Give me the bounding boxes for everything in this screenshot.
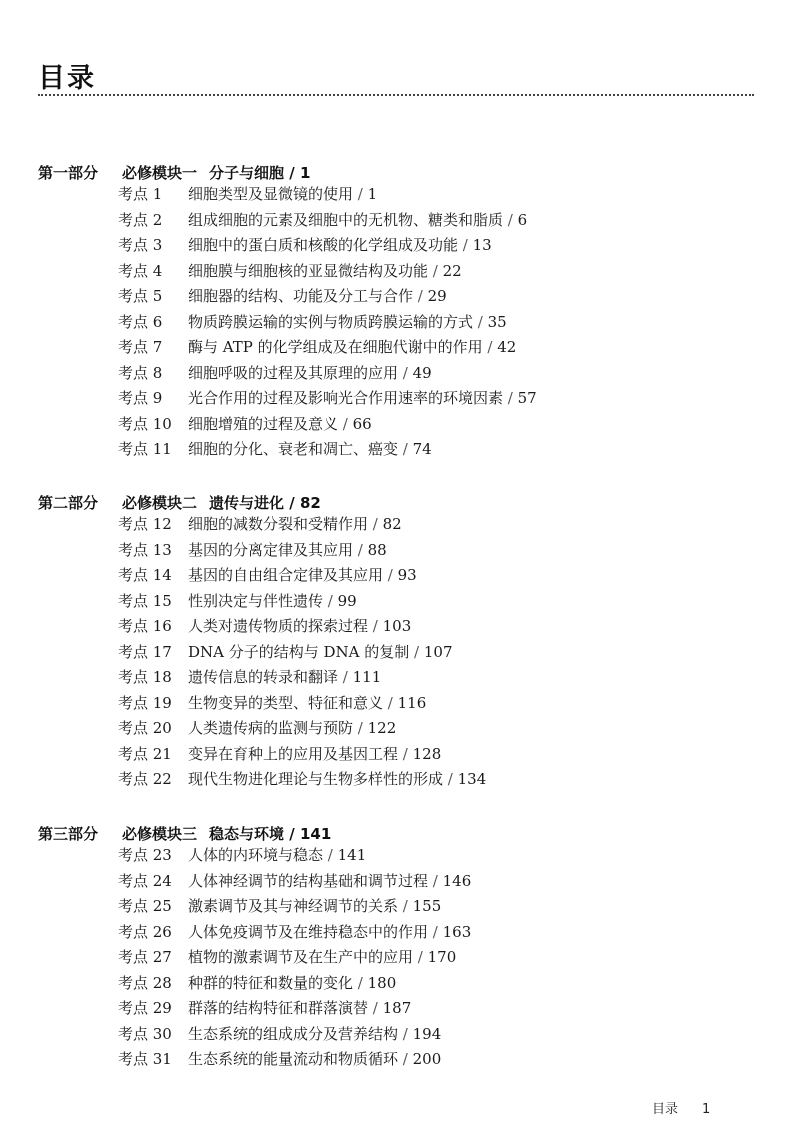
entry-code: 考点 15 [118,591,172,610]
entry-code: 考点 13 [118,540,172,559]
toc-entry[interactable] [118,718,396,738]
toc-entry[interactable] [118,642,453,662]
entry-page: 66 [352,414,372,433]
entry-title: 细胞类型及显微镜的使用 [188,185,354,203]
entry-title: 变异在育种上的应用及基因工程 [188,744,399,763]
toc-entry[interactable] [118,286,447,306]
entry-code: 考点 12 [118,515,172,533]
toc-entry[interactable] [118,235,492,255]
entry-page: 6 [517,210,528,229]
entry-title: 人体的内环境与稳态 [188,846,324,864]
entry-page: 49 [412,363,432,382]
entry-title: DNA 分子的结构与 DNA 的复制 [188,642,410,661]
part-separator: / [284,164,300,182]
entry-page: 146 [442,871,472,890]
entry-page: 163 [442,922,472,941]
entry-code: 考点 7 [118,338,163,356]
part-page: 141 [299,825,332,843]
entry-title: 生态系统的能量流动和物质循环 [188,1050,399,1068]
entry-page: 180 [367,973,397,992]
entry-code: 考点 17 [118,642,172,661]
entry-title: 人体神经调节的结构基础和调节过程 [188,871,429,890]
entry-code: 考点 10 [118,414,172,433]
entry-code: 考点 19 [118,693,172,712]
part-name: 稳态与环境 [209,825,285,843]
entry-separator: / [398,1050,413,1068]
entry-title: 细胞增殖的过程及意义 [188,414,339,433]
entry-title: 细胞呼吸的过程及其原理的应用 [188,363,399,382]
entry-separator: / [398,744,413,763]
part-page: 1 [299,164,311,182]
footer-page-number: 1 [702,1102,711,1117]
entry-page: 99 [337,591,357,610]
entry-title: 细胞的减数分裂和受精作用 [188,515,369,533]
entry-separator: / [353,540,368,559]
part-number: 第一部分 [38,164,99,182]
toc-entry[interactable] [118,540,387,560]
entry-page: 57 [517,389,537,407]
page-title: 目录 [38,63,96,94]
title-dotted-divider [38,94,754,96]
entry-code: 考点 22 [118,770,172,788]
entry-page: 155 [412,897,442,915]
entry-separator: / [338,668,353,686]
part-separator: / [284,494,300,512]
entry-separator: / [323,591,338,610]
entry-title: 细胞中的蛋白质和核酸的化学组成及功能 [188,236,459,254]
entry-code: 考点 1 [118,185,163,203]
entry-page: 107 [423,642,453,661]
entry-separator: / [353,973,368,992]
entry-page: 122 [367,719,397,737]
entry-separator: / [443,770,458,788]
entry-separator: / [428,261,443,280]
entry-separator: / [323,846,338,864]
entry-separator: / [353,185,368,203]
toc-entry[interactable] [118,871,471,891]
toc-entry[interactable] [118,363,432,383]
entry-separator: / [503,389,518,407]
entry-separator: / [458,236,473,254]
part-number: 第二部分 [38,494,99,512]
entry-page: 74 [412,440,432,458]
entry-code: 考点 27 [118,948,172,966]
entry-title: 细胞器的结构、功能及分工与合作 [188,287,414,305]
entry-separator: / [503,210,518,229]
entry-title: 生态系统的组成成分及营养结构 [188,1024,399,1043]
entry-separator: / [428,871,443,890]
toc-entry[interactable] [118,616,411,636]
toc-entry[interactable] [118,693,426,713]
entry-separator: / [482,338,498,356]
entry-code: 考点 23 [118,846,172,864]
entry-title: 人类对遗传物质的探索过程 [188,617,369,635]
entry-page: 187 [382,999,412,1017]
toc-entry[interactable] [118,210,527,230]
toc-entry[interactable] [118,947,456,967]
entry-page: 22 [442,261,462,280]
entry-title: 基因的分离定律及其应用 [188,540,354,559]
entry-title: 生物变异的类型、特征和意义 [188,693,384,712]
page-footer [652,1098,710,1117]
entry-code: 考点 6 [118,312,163,331]
entry-code: 考点 29 [118,999,172,1017]
entry-title: 细胞膜与细胞核的亚显微结构及功能 [188,261,429,280]
toc-entry[interactable] [118,439,432,459]
entry-title: 组成细胞的元素及细胞中的无机物、糖类和脂质 [188,210,504,229]
part-module: 必修模块二 [122,494,198,512]
toc-entry[interactable] [118,591,357,611]
part-separator: / [284,825,300,843]
entry-page: 93 [397,566,417,584]
entry-code: 考点 16 [118,617,172,635]
entry-title: 人体免疫调节及在维持稳态中的作用 [188,922,429,941]
entry-code: 考点 30 [118,1024,172,1043]
entry-page: 29 [427,287,447,305]
footer-label: 目录 [652,1102,679,1117]
entry-separator: / [383,693,398,712]
entry-title: 植物的激素调节及在生产中的应用 [188,948,414,966]
entry-page: 42 [497,338,517,356]
entry-code: 考点 4 [118,261,163,280]
entry-title: 群落的结构特征和群落演替 [188,999,369,1017]
entry-title: 现代生物进化理论与生物多样性的形成 [188,770,444,788]
entry-code: 考点 18 [118,668,172,686]
entry-code: 考点 28 [118,973,172,992]
entry-separator: / [398,1024,413,1043]
entry-title: 激素调节及其与神经调节的关系 [188,897,399,915]
toc-entry[interactable] [118,261,462,281]
entry-page: 82 [382,515,402,533]
entry-page: 128 [412,744,442,763]
entry-separator: / [398,897,413,915]
entry-separator: / [413,287,428,305]
toc-entry[interactable] [118,1024,441,1044]
entry-code: 考点 5 [118,287,163,305]
toc-entry[interactable] [118,667,381,687]
entry-title: 光合作用的过程及影响光合作用速率的环境因素 [188,389,504,407]
entry-separator: / [353,719,368,737]
entry-separator: / [368,999,383,1017]
toc-entry[interactable] [118,973,396,993]
entry-page: 35 [487,312,507,331]
entry-separator: / [473,312,488,331]
entry-title: 遗传信息的转录和翻译 [188,668,339,686]
part-name: 分子与细胞 [209,164,285,182]
toc-entry[interactable] [118,896,441,916]
toc-entry[interactable] [118,998,411,1018]
entry-page: 111 [352,668,382,686]
part-module: 必修模块一 [122,164,198,182]
entry-separator: / [398,363,413,382]
toc-entry[interactable] [118,388,537,408]
entry-code: 考点 3 [118,236,163,254]
entry-separator: / [428,922,443,941]
entry-code: 考点 21 [118,744,172,763]
entry-code: 考点 24 [118,871,172,890]
toc-entry[interactable] [118,337,516,357]
entry-code: 考点 14 [118,566,172,584]
entry-separator: / [383,566,398,584]
entry-code: 考点 11 [118,440,172,458]
entry-code: 考点 31 [118,1050,172,1068]
entry-code: 考点 8 [118,363,163,382]
toc-entry[interactable] [118,184,377,204]
part-module: 必修模块三 [122,825,198,843]
toc-entry[interactable] [118,312,507,332]
entry-separator: / [398,440,413,458]
part-number: 第三部分 [38,825,99,843]
entry-code: 考点 26 [118,922,172,941]
entry-separator: / [368,515,383,533]
entry-code: 考点 9 [118,389,163,407]
toc-entry[interactable] [118,565,417,585]
toc-entry[interactable] [118,845,366,865]
part-name: 遗传与进化 [209,494,285,512]
toc-entry[interactable] [118,744,441,764]
entry-page: 200 [412,1050,442,1068]
entry-title: 酶与 ATP 的化学组成及在细胞代谢中的作用 [188,338,483,356]
entry-page: 141 [337,846,367,864]
entry-page: 1 [367,185,378,203]
entry-separator: / [413,948,428,966]
part-heading [38,162,310,183]
entry-title: 基因的自由组合定律及其应用 [188,566,384,584]
entry-separator: / [409,642,424,661]
entry-title: 细胞的分化、衰老和凋亡、癌变 [188,440,399,458]
entry-code: 考点 20 [118,719,172,737]
part-heading [38,492,321,513]
entry-separator: / [338,414,353,433]
entry-title: 种群的特征和数量的变化 [188,973,354,992]
part-heading [38,823,331,844]
toc-entry[interactable] [118,514,402,534]
entry-title: 物质跨膜运输的实例与物质跨膜运输的方式 [188,312,474,331]
entry-page: 170 [427,948,457,966]
entry-page: 194 [412,1024,442,1043]
part-page: 82 [299,494,321,512]
toc-entry[interactable] [118,769,486,789]
toc-entry[interactable] [118,922,471,942]
entry-page: 88 [367,540,387,559]
entry-code: 考点 2 [118,210,163,229]
entry-page: 13 [472,236,492,254]
entry-title: 人类遗传病的监测与预防 [188,719,354,737]
toc-entry[interactable] [118,1049,441,1069]
entry-code: 考点 25 [118,897,172,915]
entry-page: 116 [397,693,427,712]
toc-entry[interactable] [118,414,372,434]
entry-page: 134 [457,770,487,788]
entry-separator: / [368,617,383,635]
entry-page: 103 [382,617,412,635]
entry-title: 性别决定与伴性遗传 [188,591,324,610]
